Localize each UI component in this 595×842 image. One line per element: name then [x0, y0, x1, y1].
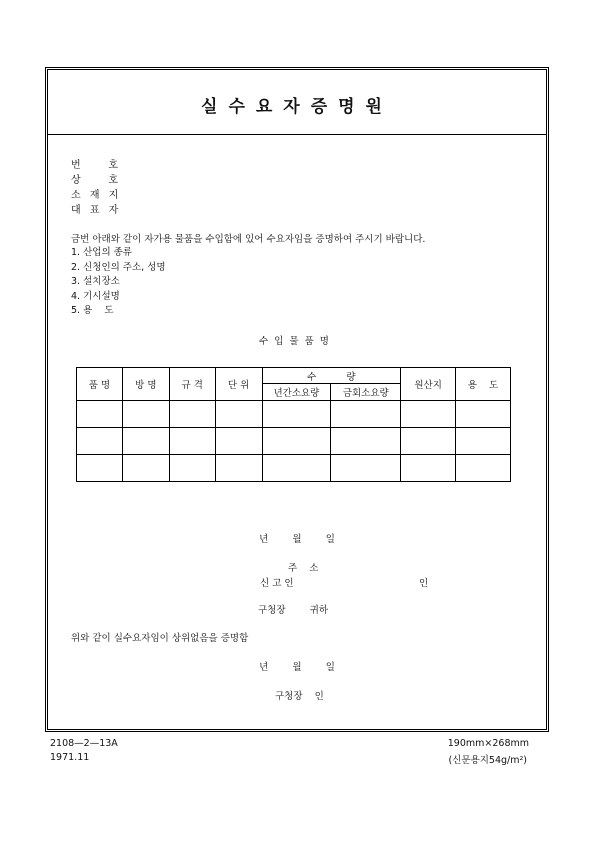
addressee: 구청장 귀하 [258, 605, 329, 616]
request-statement: 금번 아래와 같이 자가용 물품을 수입함에 있어 수요자임을 증명하여 주시기 바랍니다. [71, 234, 426, 245]
table-cell[interactable] [331, 455, 401, 482]
header-unit: 단 위 [215, 368, 262, 401]
header-maker: 방 명 [122, 368, 169, 401]
list-item: 4. 기시설명 [71, 290, 120, 302]
paper-type: (신문용지54g/m²) [448, 755, 527, 766]
table-cell[interactable] [122, 401, 169, 428]
applicant-label: 신 고 인 [260, 578, 294, 589]
header-current-quantity: 금회소요량 [331, 384, 401, 401]
table-cell[interactable] [122, 428, 169, 455]
header-spec: 규 격 [169, 368, 215, 401]
certification-statement: 위와 같이 실수요자임이 상위없음을 증명함 [71, 633, 249, 644]
issuer-seal: 구청장 인 [275, 691, 324, 702]
table-cell[interactable] [456, 401, 511, 428]
form-year: 1971.11 [50, 752, 90, 763]
title-divider [48, 134, 546, 135]
list-item: 3. 설치장소 [71, 276, 120, 287]
table-row [77, 455, 511, 482]
address-label: 주 소 [288, 563, 319, 574]
table-cell[interactable] [401, 428, 456, 455]
form-frame [47, 69, 547, 730]
header-annual-quantity: 년간소요량 [262, 384, 331, 401]
paper-size: 190mm×268mm [447, 738, 529, 749]
table-cell[interactable] [331, 401, 401, 428]
table-cell[interactable] [331, 428, 401, 455]
header-origin: 원산지 [401, 368, 456, 401]
table-cell[interactable] [169, 401, 215, 428]
list-item: 2. 신청인의 주소, 성명 [71, 261, 166, 273]
field-number: 번 호 [71, 160, 122, 171]
table-row [77, 428, 511, 455]
list-item: 1. 산업의 종류 [71, 247, 132, 258]
list-item: 5. 용 도 [71, 305, 114, 316]
table-cell[interactable] [456, 455, 511, 482]
form-code: 2108—2—13A [50, 738, 118, 749]
imported-goods-heading: 수입물품명 [259, 336, 335, 347]
field-trade-name: 상 호 [71, 175, 122, 186]
table-cell[interactable] [456, 428, 511, 455]
table-cell[interactable] [262, 455, 331, 482]
seal-mark: 인 [419, 578, 429, 589]
table-cell[interactable] [77, 455, 123, 482]
table-cell[interactable] [169, 428, 215, 455]
field-location: 소 재 지 [71, 190, 122, 201]
applicant-fields [71, 158, 121, 218]
item-list [71, 246, 166, 319]
imported-goods-table [76, 367, 511, 482]
table-cell[interactable] [262, 401, 331, 428]
date-line-certification: 년 월 일 [259, 662, 335, 673]
table-cell[interactable] [401, 455, 456, 482]
header-quantity: 수 량 [262, 368, 401, 384]
table-cell[interactable] [77, 401, 123, 428]
header-item-name: 품 명 [77, 368, 123, 401]
table-cell[interactable] [262, 428, 331, 455]
table-cell[interactable] [122, 455, 169, 482]
table-row [77, 401, 511, 428]
header-use: 용 도 [456, 368, 511, 401]
form-title: 실수요자증명원 [201, 97, 393, 117]
field-representative: 대 표 자 [71, 205, 122, 216]
table-cell[interactable] [401, 401, 456, 428]
table-cell[interactable] [169, 455, 215, 482]
table-cell[interactable] [77, 428, 123, 455]
table-cell[interactable] [215, 428, 262, 455]
table-cell[interactable] [215, 455, 262, 482]
table-cell[interactable] [215, 401, 262, 428]
date-line-application: 년 월 일 [259, 534, 335, 545]
